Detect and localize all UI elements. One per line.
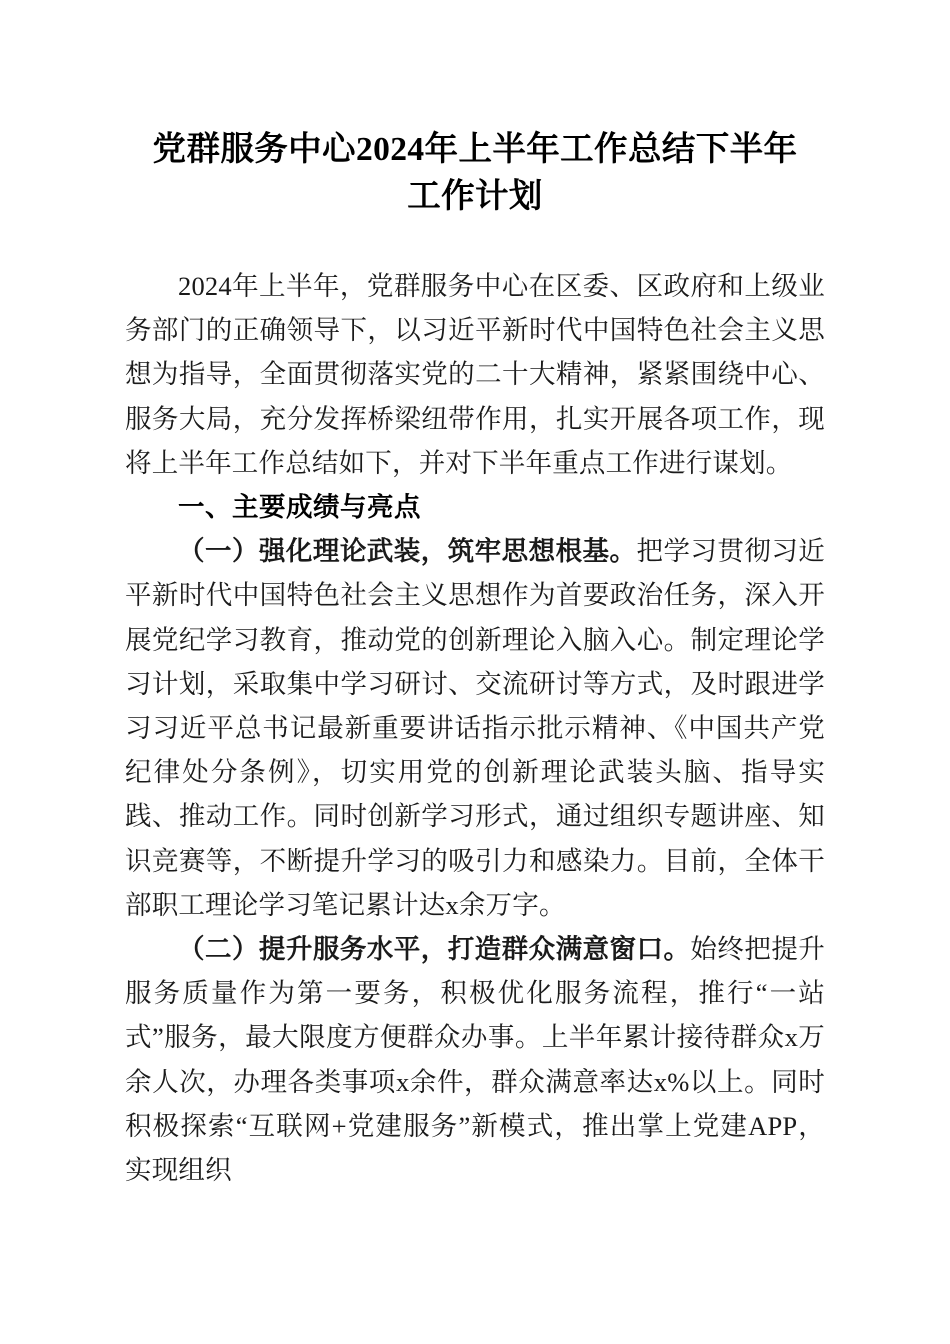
intro-paragraph: 2024年上半年，党群服务中心在区委、区政府和上级业务部门的正确领导下，以习近平新时代中国特色社会主义思想为指导，全面贯彻落实党的二十大精神，紧紧围绕中心、服务大局，充分发挥桥梁纽带作用，扎实开展各项工作，现将上半年工作总结如下，并对下半年重点工作进行谋划。 xyxy=(125,271,825,478)
page-title-line-1: 党群服务中心2024年上半年工作总结下半年 xyxy=(152,131,798,168)
subsection-paragraph-2 xyxy=(125,927,825,1192)
page-title xyxy=(125,0,825,220)
title-body-spacer xyxy=(125,220,825,264)
subsection-paragraph-1 xyxy=(125,529,825,927)
subsection-lead-2: （二）提升服务水平，打造群众满意窗口。 xyxy=(178,934,691,965)
subsection-body-2: 始终把提升服务质量作为第一要务，积极优化服务流程，推行“一站式”服务，最大限度方便群众办事。上半年累计接待群众x万余人次，办理各类事项x余件，群众满意率达x%以上。同时积极探索“互联网+党建服务”新模式，推出掌上党建APP，实现组织 xyxy=(125,934,825,1186)
document-content-column xyxy=(125,0,825,1192)
subsection-lead-1: （一）强化理论武装，筑牢思想根基。 xyxy=(178,536,637,567)
page-title-line-2: 工作计划 xyxy=(407,178,543,215)
section-heading-1: 一、主要成绩与亮点 xyxy=(178,492,421,523)
subsection-body-1: 把学习贯彻习近平新时代中国特色社会主义思想作为首要政治任务，深入开展党纪学习教育，推动党的创新理论入脑入心。制定理论学习计划，采取集中学习研讨、交流研讨等方式，及时跟进学习习近平总书记最新重要讲话指示批示精神、《中国共产党纪律处分条例》，切实用党的创新理论武装头脑、指导实践、推动工作。同时创新学习形式，通过组织专题讲座、知识竞赛等，不断提升学习的吸引力和感染力。目前，全体干部职工理论学习笔记累计达x余万字。 xyxy=(125,536,825,920)
